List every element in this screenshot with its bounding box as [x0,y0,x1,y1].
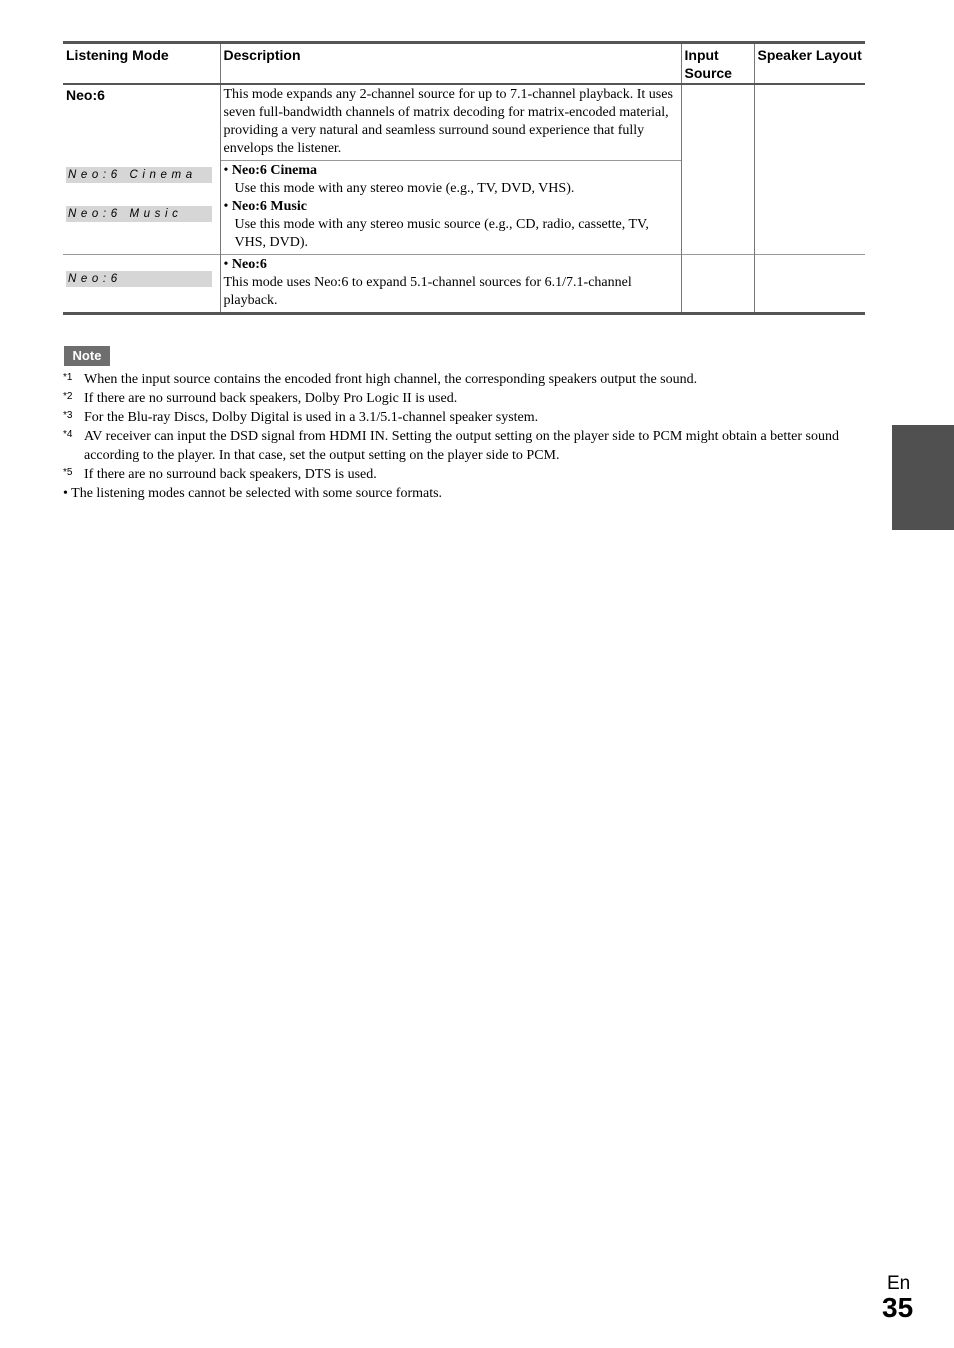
page-number: 35 [882,1292,914,1323]
footnote-mark: *2 [63,391,73,402]
table-row [63,84,865,161]
bullet-text: Use this mode with any stereo music source (e.g., CD, radio, cassette, TV, VHS, DVD). [234,217,649,250]
input-source-cell [681,84,754,255]
mode-cell [63,255,220,314]
page-language: En [887,1273,911,1294]
notes-list [63,370,863,503]
note-item [63,370,863,389]
footnote-mark: *5 [63,467,73,478]
footnote-mark: *3 [63,410,73,421]
description-cell [220,84,681,161]
header-input-source: Input Source [681,43,754,85]
lcd-display-neo6-cinema: Neo:6 Cinema [66,167,212,183]
speaker-layout-cell [754,255,865,314]
bullet-title: Neo:6 Music [231,199,307,214]
description-cell [220,161,681,255]
bullet-text: This mode uses Neo:6 to expand 5.1-channel sources for 6.1/7.1-channel playback. [223,275,632,308]
table-row [63,255,865,314]
footnote-mark: *4 [63,429,73,440]
note-text: For the Blu-ray Discs, Dolby Digital is used in a 3.1/5.1-channel speaker system. [84,410,539,425]
input-source-cell [681,255,754,314]
note-item [63,465,863,484]
note-text: If there are no surround back speakers, Dolby Pro Logic II is used. [84,391,458,406]
lcd-display-neo6-music: Neo:6 Music [66,206,212,222]
description-text: This mode expands any 2-channel source for up to 7.1-channel playback. It uses seven full-bandwidth channels of matrix decoding for matrix-encoded material, providing a very natural and seamless surround sound experience that fully envelops the listener. [223,87,673,156]
bullet-text: Use this mode with any stereo movie (e.g., TV, DVD, VHS). [234,181,575,196]
header-speaker-layout: Speaker Layout [754,43,865,85]
speaker-layout-cell [754,84,865,255]
header-listening-mode: Listening Mode [63,43,220,85]
bullet-title: Neo:6 [231,257,267,272]
note-item [63,427,863,465]
table-header-row [63,43,865,85]
bullet-item: • Neo:6 [223,257,267,272]
bullet-item: • Neo:6 Cinema [223,163,318,178]
listening-modes-table [63,41,865,315]
note-text: When the input source contains the encoded front high channel, the corresponding speakers output the sound. [84,372,698,387]
bullet-item: • Neo:6 Music [223,199,307,214]
note-text: If there are no surround back speakers, DTS is used. [84,467,377,482]
mode-name: Neo:6 [66,87,105,103]
mode-cell-neo6 [63,84,220,255]
note-label: Note [64,346,110,366]
note-item [63,408,863,427]
description-cell [220,255,681,314]
note-item [63,389,863,408]
lcd-display-neo6: Neo:6 [66,271,212,287]
section-tab [892,425,954,530]
note-bullet: • The listening modes cannot be selected with some source formats. [63,486,443,501]
bullet-title: Neo:6 Cinema [231,163,318,178]
note-text: AV receiver can input the DSD signal from HDMI IN. Setting the output setting on the player side to PCM might obtain a better sound according to the player. In that case, set the output setting on the player side to PCM. [84,429,839,463]
header-description: Description [220,43,681,85]
footnote-mark: *1 [63,372,73,383]
